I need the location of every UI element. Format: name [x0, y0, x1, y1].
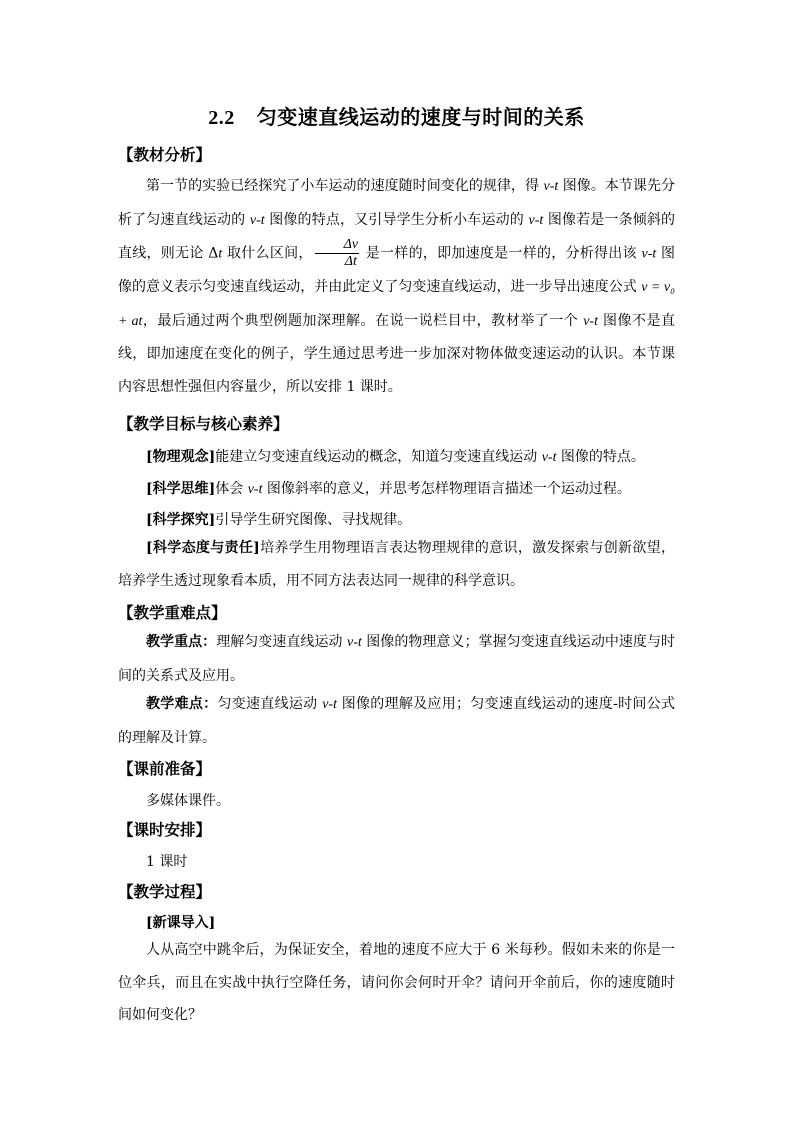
text-run: 图像。本节课先分析了匀速直线运动的 [118, 178, 676, 228]
heading-schedule: 【课时安排】 [118, 820, 212, 839]
goal-tag: [科学思维] [146, 481, 216, 497]
goal-physics-concept [146, 446, 645, 466]
vt-symbol: v-t [528, 212, 544, 228]
text-run: 图像的物理意义；掌握匀变速直线运动中速度与时间的关系式及应用。 [118, 634, 676, 684]
heading-preparation: 【课前准备】 [118, 759, 212, 778]
text-run: 匀变速直线运动 [217, 696, 323, 712]
vt-symbol: v-t [641, 246, 657, 262]
text-run: 引导学生研究图像、寻找规律。 [215, 512, 412, 528]
key-tag: 教学重点： [146, 634, 217, 650]
vt-symbol: v-t [322, 697, 337, 712]
schedule-text: 1 课时 [146, 854, 188, 870]
text-run: 图像斜率的意义，并思考怎样物理语言描述一个运动过程。 [262, 481, 631, 497]
analysis-paragraph [118, 170, 675, 403]
goal-tag: [科学态度与责任] [146, 540, 260, 556]
text-run: 是一样的，即加速度是一样的，分析得出该 [361, 245, 642, 262]
vt-symbol: v-t [249, 212, 265, 228]
text-run: 取什么区间， [222, 245, 313, 262]
heading-process: 【教学过程】 [118, 882, 212, 901]
key-tag: 教学难点： [146, 696, 218, 712]
subheading-new-lesson-intro: [新课导入] [146, 915, 216, 931]
goal-attitude-responsibility [118, 532, 675, 597]
text-run: 体会 [215, 481, 248, 497]
text-run: 培养学生用物理语言表达物理规律的意识，激发探索与创新欲望，培养学生透过现象看本质，用不同方法表达同一规律的科学意识。 [118, 540, 676, 589]
text-run: 图像的理解及应用；匀变速直线运动的速度-时间公式的理解及计算。 [118, 696, 676, 746]
text-run: 图像的特点，又引导学生分析小车运动的 [264, 211, 529, 228]
vt-symbol: v-t [543, 179, 559, 194]
velocity-formula: v = v₀ + at [118, 280, 676, 329]
fraction-denominator: Δt [344, 254, 357, 269]
goal-scientific-inquiry [146, 509, 411, 529]
title-text: 匀变速直线运动的速度与时间的关系 [256, 105, 585, 129]
t-symbol: t [218, 246, 223, 262]
text-run: 图像的意义表示匀变速直线运动，并由此定义了匀变速直线运动，进一步导出速度公式 [118, 245, 676, 295]
intro-paragraph: 人从高空中跳伞后，为保证安全，着地的速度不应大于 6 米每秒。假如未来的你是一位伞兵，而且在实战中执行空降任务，请问你会何时开伞？请问开伞前后，你的速度随时间如何变化？ [118, 942, 675, 1023]
page-title [0, 101, 793, 130]
heading-goals: 【教学目标与核心素养】 [118, 414, 289, 433]
vt-symbol: v-t [347, 635, 362, 650]
goal-scientific-thinking [146, 478, 631, 498]
heading-key-points: 【教学重难点】 [118, 603, 227, 622]
key-point-difficulty [118, 688, 675, 754]
text-run: 理解匀变速直线运动 [216, 634, 347, 650]
text-run: 第一节的实验已经探究了小车运动的速度随时间变化的规律，得 [146, 178, 544, 194]
text-run: ，最后通过两个典型例题加深理解。在说一说栏目中，教材举了一个 [142, 312, 584, 329]
preparation-text: 多媒体课件。 [146, 793, 230, 809]
vt-symbol: v-t [541, 450, 557, 465]
delta-v-over-delta-t [315, 237, 359, 270]
goal-tag: [物理观念] [146, 449, 216, 465]
text-run: 能建立匀变速直线运动的概念，知道匀变速直线运动 [215, 449, 542, 465]
fraction-numerator: Δv [315, 237, 359, 254]
key-point-focus [118, 626, 675, 692]
text-run: 图像不是直线，即加速度在变化的例子，学生通过思考进一步加深对物体做变速运动的认识。本节课内容思想性强但内容量少，所以安排 1 课时。 [118, 312, 675, 395]
vt-symbol: v-t [247, 482, 263, 497]
goal-tag: [科学探究] [146, 512, 216, 528]
heading-analysis: 【教材分析】 [118, 145, 212, 164]
vt-symbol: v-t [583, 313, 598, 329]
section-number: 2.2 [208, 107, 235, 129]
text-run: 图像的特点。 [556, 449, 645, 465]
text-run: 图像若是一条倾斜的直线，则无论 Δ [118, 211, 676, 262]
